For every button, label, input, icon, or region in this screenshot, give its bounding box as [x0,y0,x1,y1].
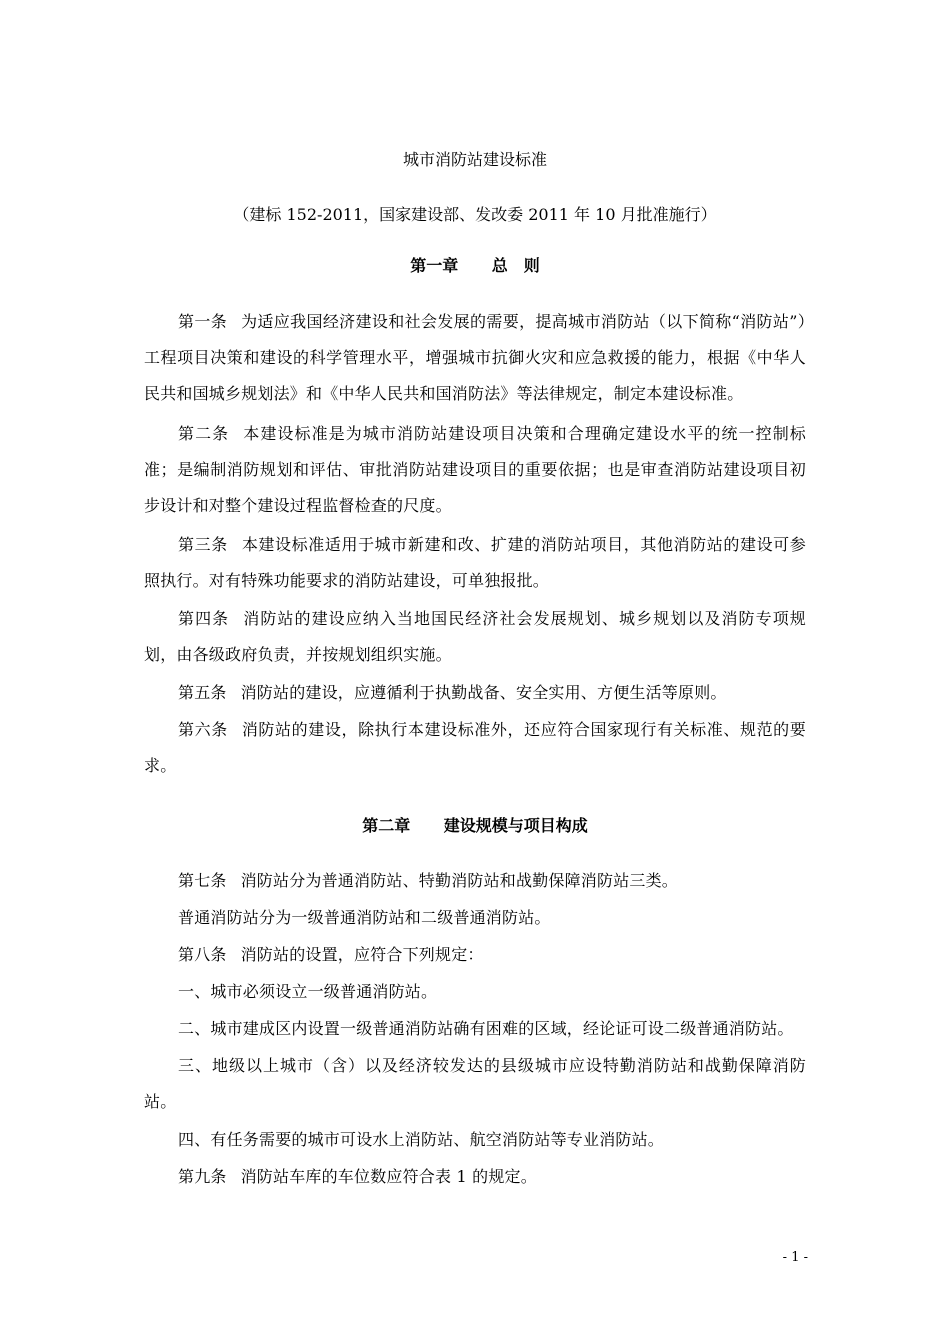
article-5-text: 消防站的建设，应遵循利于执勤战备、安全实用、方便生活等原则。 [240,683,727,702]
article-4 [144,601,806,673]
article-8-item-2-text: 二、城市建成区内设置一级普通消防站确有困难的区域，经论证可设二级普通消防站。 [178,1019,794,1038]
chapter-1-label: 第一章 [410,256,459,275]
article-8-item-1 [144,974,806,1010]
chapter-1-name: 总 则 [491,256,540,275]
article-1 [144,304,806,412]
article-4-text: 消防站的建设应纳入当地国民经济社会发展规划、城乡规划以及消防专项规划，由各级政府负责，并按规划组织实施。 [144,609,806,664]
article-7-subclause [144,900,806,936]
article-1-number: 第一条 [178,312,228,331]
document-subtitle: （建标 152-2011，国家建设部、发改委 2011 年 10 月批准施行） [233,205,717,224]
article-5-number: 第五条 [178,683,227,702]
article-9-number: 第九条 [178,1167,227,1186]
article-6 [144,712,806,784]
article-7-text: 消防站分为普通消防站、特勤消防站和战勤保障消防站三类。 [240,871,679,890]
article-8-item-4 [144,1122,806,1158]
article-8-number: 第八条 [178,945,227,964]
article-8-text: 消防站的设置，应符合下列规定： [240,945,484,964]
chapter-2-label: 第二章 [362,816,411,835]
chapter-2-heading [0,816,950,836]
article-8 [144,937,806,973]
article-9-text: 消防站车库的车位数应符合表 1 的规定。 [240,1167,537,1186]
article-8-item-1-text: 一、城市必须设立一级普通消防站。 [178,982,438,1001]
article-8-item-4-text: 四、有任务需要的城市可设水上消防站、航空消防站等专业消防站。 [178,1130,665,1149]
article-2-number: 第二条 [178,424,230,443]
article-8-item-3-text: 三、地级以上城市（含）以及经济较发达的县级城市应设特勤消防站和战勤保障消防站。 [144,1056,806,1111]
document-title: 城市消防站建设标准 [402,150,547,169]
article-3-number: 第三条 [178,535,228,554]
article-6-text: 消防站的建设，除执行本建设标准外，还应符合国家现行有关标准、规范的要求。 [144,720,806,775]
article-3 [144,527,806,599]
page-number: - 1 - [782,1250,808,1265]
article-8-item-2 [144,1011,806,1047]
article-1-text: 为适应我国经济建设和社会发展的需要，提高城市消防站（以下简称“消防站”）工程项目决策和建设的科学管理水平，增强城市抗御火灾和应急救援的能力，根据《中华人民共和国城乡规划法》和《中华人民共和国消防法》等法律规定，制定本建设标准。 [144,312,806,403]
article-7 [144,863,806,899]
article-3-text: 本建设标准适用于城市新建和改、扩建的消防站项目，其他消防站的建设可参照执行。对有特殊功能要求的消防站建设，可单独报批。 [144,535,806,590]
article-5 [144,675,806,711]
article-7-subclause-text: 普通消防站分为一级普通消防站和二级普通消防站。 [178,908,551,927]
article-4-number: 第四条 [178,609,230,628]
chapter-2-name: 建设规模与项目构成 [443,816,588,835]
article-2 [144,416,806,524]
article-6-number: 第六条 [178,720,228,739]
article-9 [144,1159,806,1195]
chapter-1-heading [0,256,950,276]
article-8-item-3 [144,1048,806,1120]
article-2-text: 本建设标准是为城市消防站建设项目决策和合理确定建设水平的统一控制标准；是编制消防规划和评估、审批消防站建设项目的重要依据；也是审查消防站建设项目初步设计和对整个建设过程监督检查的尺度。 [144,424,806,515]
article-7-number: 第七条 [178,871,227,890]
